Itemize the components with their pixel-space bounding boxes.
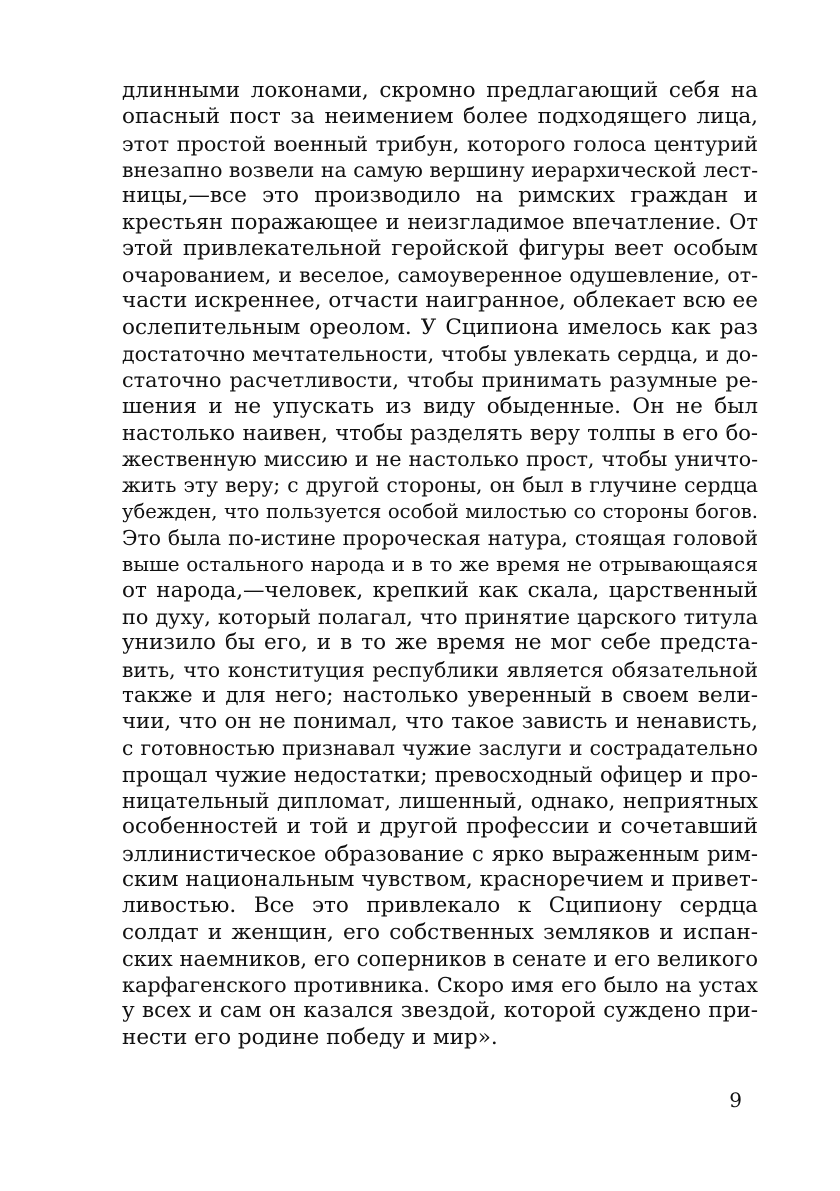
text-line: ницы,—все это производило на римских граждан и: [122, 183, 758, 209]
text-line: опасный пост за неимением более подходящего лица,: [122, 104, 758, 130]
text-line: вить, что конституция республики является обязательной: [122, 657, 758, 682]
text-line: с готовностью признавал чужие заслуги и сострадательно: [122, 736, 758, 761]
text-line: карфагенского противника. Скоро имя его было на устах: [122, 973, 758, 998]
text-line: выше остального народа и в то же время не отрывающаяся: [122, 552, 758, 577]
text-line: также и для него; настолько уверенный в своем вели-: [122, 682, 758, 708]
text-line: ливостью. Все это привлекало к Сципиону сердца: [122, 893, 758, 919]
text-line: очарованием, и веселое, самоуверенное одушевление, от-: [122, 263, 758, 288]
text-line: прощал чужие недостатки; превосходный офицер и про-: [122, 762, 758, 787]
text-line: ницательный дипломат, лишенный, однако, неприятных: [122, 789, 758, 814]
text-line: шения и не упускать из виду обыденные. Он не был: [122, 393, 758, 419]
text-line: эллинистическое образование с ярко выраженным рим-: [122, 841, 758, 866]
text-line: нести его родине победу и мир».: [122, 1024, 498, 1050]
page-number: 9: [729, 1088, 742, 1112]
text-line: по духу, который полагал, что принятие царского титула: [122, 604, 758, 629]
text-line: чии, что он не понимал, что такое зависть и ненависть,: [122, 709, 758, 735]
text-line: особенностей и той и другой профессии и сочетавший: [122, 814, 758, 840]
body-text: [122, 78, 758, 1051]
text-line: статочно расчетливости, чтобы принимать разумные ре-: [122, 368, 758, 393]
text-line: унизило бы его, и в то же время не мог себе предста-: [122, 630, 758, 656]
text-line: ских наемников, его соперников в сенате и его великого: [122, 946, 758, 971]
text-line: от народа,—человек, крепкий как скала, царственный: [122, 577, 758, 603]
text-line: этот простой военный трибун, которого голоса центурий: [122, 131, 758, 156]
text-line: жить эту веру; с другой стороны, он был в глучине сердца: [122, 473, 758, 498]
text-line: длинными локонами, скромно предлагающий себя на: [122, 78, 758, 103]
text-line: ослепительным ореолом. У Сципиона имелось как раз: [122, 314, 758, 340]
text-line: Это была по-истине пророческая натура, стоящая головой: [122, 526, 758, 551]
text-line: ским национальным чувством, красноречием и привет-: [122, 866, 758, 892]
text-line: у всех и сам он казался звездой, которой суждено при-: [122, 998, 758, 1024]
text-line: настолько наивен, чтобы разделять веру толпы в его бо-: [122, 420, 758, 445]
text-line: этой привлекательной геройской фигуры веет особым: [122, 235, 758, 261]
text-line: солдат и женщин, его собственных земляков и испан-: [122, 919, 758, 945]
text-line: жественную миссию и не настолько прост, чтобы уничто-: [122, 447, 758, 472]
text-line: крестьян поражающее и неизгладимое впечатление. От: [122, 210, 758, 235]
text-line: части искреннее, отчасти наигранное, облекает всю ее: [122, 288, 758, 314]
text-line: убежден, что пользуется особой милостью со стороны богов.: [122, 499, 758, 523]
text-line: достаточно мечтательности, чтобы увлекать сердца, и до-: [122, 341, 758, 366]
text-line: внезапно возвели на самую вершину иерархической лест-: [122, 157, 758, 182]
